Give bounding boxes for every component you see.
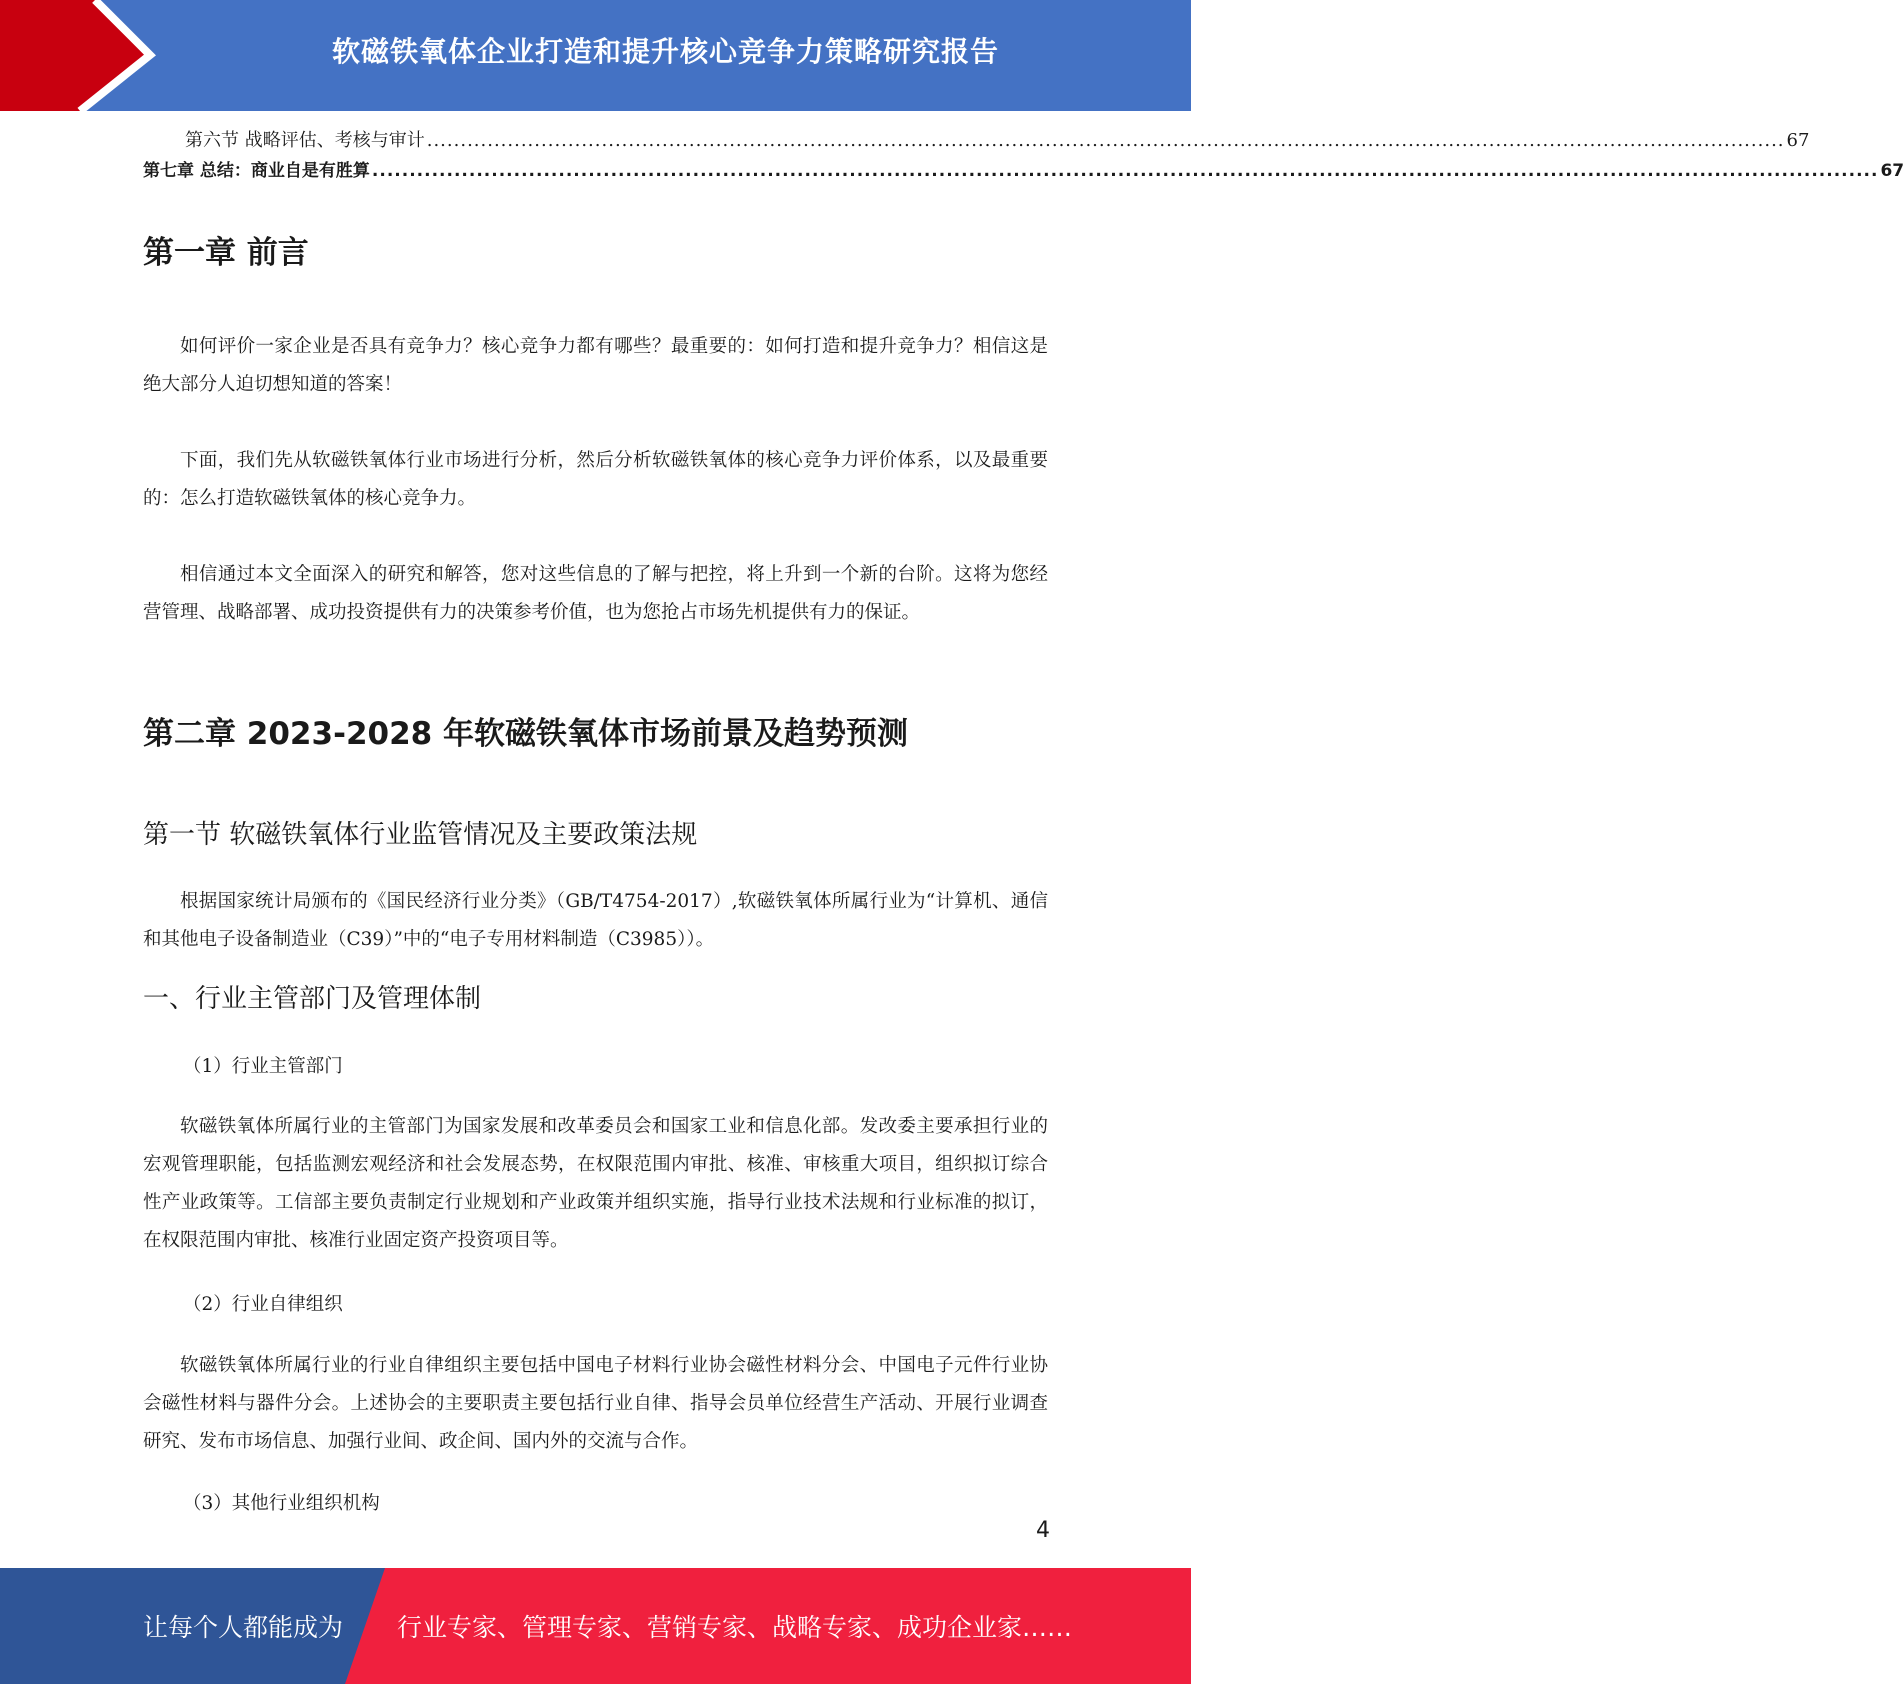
toc-entry-label: 第六节 战略评估、考核与审计 [185,130,425,151]
footer-slogan-left: 让每个人都能成为 [143,1613,344,1642]
toc-entry[interactable] [143,126,1810,156]
section-title: 第一节 软磁铁氧体行业监管情况及主要政策法规 [143,820,698,850]
page-footer [0,1568,1191,1684]
toc-continuation [143,126,1904,186]
page-header [0,0,1191,111]
document-title: 软磁铁氧体企业打造和提升核心竞争力策略研究报告 [331,35,999,68]
paragraph: 软磁铁氧体所属行业的主管部门为国家发展和改革委员会和国家工业和信息化部。发改委主要承担行业的宏观管理职能，包括监测宏观经济和社会发展态势，在权限范围内审批、核准、审核重大项目，组织拟订综合性产业政策等。工信部主要负责制定行业规划和产业政策并组织实施，指导行业技术法规和行业标准的拟订，在权限范围内审批、核准行业固定资产投资项目等。 [143,1116,1048,1251]
paragraph: 相信通过本文全面深入的研究和解答，您对这些信息的了解与把控，将上升到一个新的台阶。这将为您经营管理、战略部署、成功投资提供有力的决策参考价值，也为您抢占市场先机提供有力的保证。 [143,564,1048,623]
toc-entry-page: 67 [1880,161,1904,181]
chapter-title: 第一章 前言 [143,235,309,271]
toc-entry-page: 67 [1786,130,1810,151]
toc-leader-dots: .......................................................................................................................................................................................................... [426,130,1785,151]
chapter-title: 第二章 2023-2028 年软磁铁氧体市场前景及趋势预测 [143,716,909,752]
list-item-label: （2）行业自律组织 [183,1294,343,1315]
paragraph: 如何评价一家企业是否具有竞争力？核心竞争力都有哪些？最重要的：如何打造和提升竞争力？相信这是绝大部分人迫切想知道的答案！ [143,336,1048,395]
paragraph: 软磁铁氧体所属行业的行业自律组织主要包括中国电子材料行业协会磁性材料分会、中国电子元件行业协会磁性材料与器件分会。上述协会的主要职责主要包括行业自律、指导会员单位经营生产活动、开展行业调查研究、发布市场信息、加强行业间、政企间、国内外的交流与合作。 [143,1355,1048,1452]
footer-slogan-right: 行业专家、管理专家、营销专家、战略专家、成功企业家…… [397,1613,1073,1642]
list-item-label: （1）行业主管部门 [183,1056,343,1077]
toc-entry-label: 第七章 总结：商业自是有胜算 [143,161,370,181]
list-item-label: （3）其他行业组织机构 [183,1493,380,1514]
subsection-title: 一、行业主管部门及管理体制 [143,984,482,1014]
paragraph: 根据国家统计局颁布的《国民经济行业分类》（GB/T4754-2017）,软磁铁氧体所属行业为“计算机、通信和其他电子设备制造业（C39）”中的“电子专用材料制造（C3985））。 [143,891,1048,950]
page-number: 4 [1036,1518,1050,1543]
paragraph: 下面，我们先从软磁铁氧体行业市场进行分析，然后分析软磁铁氧体的核心竞争力评价体系，以及最重要的：怎么打造软磁铁氧体的核心竞争力。 [143,450,1048,509]
toc-entry[interactable] [143,156,1904,186]
toc-leader-dots: .......................................................................................................................................................................................................... [371,161,1879,181]
